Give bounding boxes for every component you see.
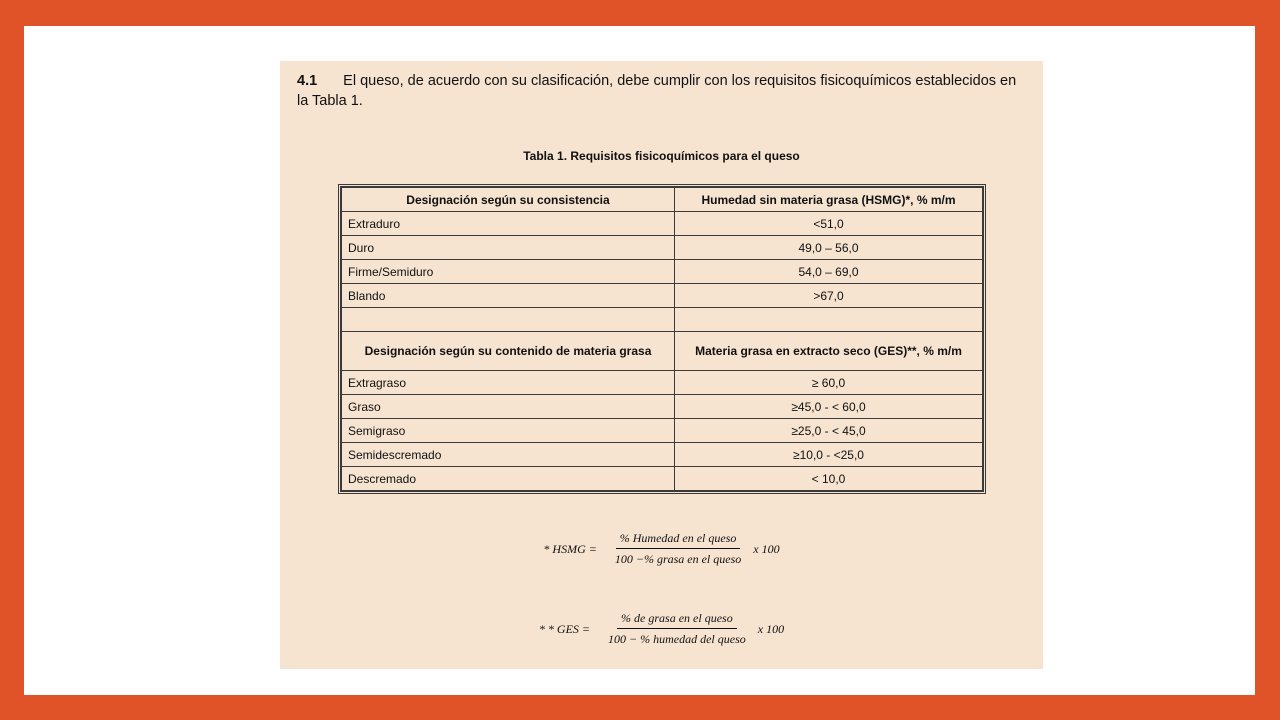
row-name: Semidescremado (342, 443, 675, 467)
table-spacer-row (342, 308, 983, 332)
formula-lhs: * * GES = (538, 621, 590, 636)
row-value: <51,0 (675, 212, 983, 236)
formula-fraction (611, 531, 745, 567)
table-header-row (342, 188, 983, 212)
intro-paragraph (297, 71, 1027, 111)
table-row (342, 212, 983, 236)
table-row (342, 467, 983, 491)
row-value: 54,0 – 69,0 (675, 260, 983, 284)
row-value: ≥10,0 - <25,0 (675, 443, 983, 467)
formula-numerator: % Humedad en el queso (616, 531, 741, 549)
table-title: Tabla 1. Requisitos fisicoquímicos para el queso (523, 149, 800, 163)
table-row (342, 260, 983, 284)
hsmg-formula (280, 531, 1043, 567)
table-row (342, 371, 983, 395)
row-value: ≥ 60,0 (675, 371, 983, 395)
row-name: Semigraso (342, 419, 675, 443)
header-hsmg: Humedad sin materia grasa (HSMG)*, % m/m (675, 188, 983, 212)
formula-multiplier: x 100 (757, 621, 785, 636)
table-row (342, 395, 983, 419)
table-row (342, 236, 983, 260)
requirements-table (338, 184, 986, 494)
formula-denominator: 100 −% grasa en el queso (614, 552, 742, 566)
formula-multiplier: x 100 (753, 541, 780, 556)
row-value: ≥45,0 - < 60,0 (675, 395, 983, 419)
row-value: ≥25,0 - < 45,0 (675, 419, 983, 443)
ges-formula (280, 611, 1043, 647)
header-fat-content: Designación según su contenido de materia grasa (342, 332, 675, 371)
row-name: Extragraso (342, 371, 675, 395)
spacer-cell (675, 308, 983, 332)
row-value: < 10,0 (675, 467, 983, 491)
table-header-row (342, 332, 983, 371)
row-name: Graso (342, 395, 675, 419)
row-name: Descremado (342, 467, 675, 491)
row-value: 49,0 – 56,0 (675, 236, 983, 260)
header-consistency: Designación según su consistencia (342, 188, 675, 212)
intro-text: El queso, de acuerdo con su clasificación, debe cumplir con los requisitos fisicoquímicos establecidos en la Tabla 1. (297, 73, 1017, 109)
document-page (280, 61, 1043, 669)
formula-fraction (604, 611, 750, 647)
spacer-cell (342, 308, 675, 332)
row-value: >67,0 (675, 284, 983, 308)
row-name: Firme/Semiduro (342, 260, 675, 284)
row-name: Blando (342, 284, 675, 308)
slide-frame (24, 26, 1255, 695)
row-name: Duro (342, 236, 675, 260)
row-name: Extraduro (342, 212, 675, 236)
formula-denominator: 100 − % humedad del queso (608, 632, 746, 646)
table-row (342, 419, 983, 443)
table-row (342, 284, 983, 308)
formula-numerator: % de grasa en el queso (617, 611, 737, 629)
table-row (342, 443, 983, 467)
section-number: 4.1 (297, 73, 318, 89)
header-ges: Materia grasa en extracto seco (GES)**, % m/m (675, 332, 983, 371)
formula-lhs: * HSMG = (543, 541, 597, 556)
